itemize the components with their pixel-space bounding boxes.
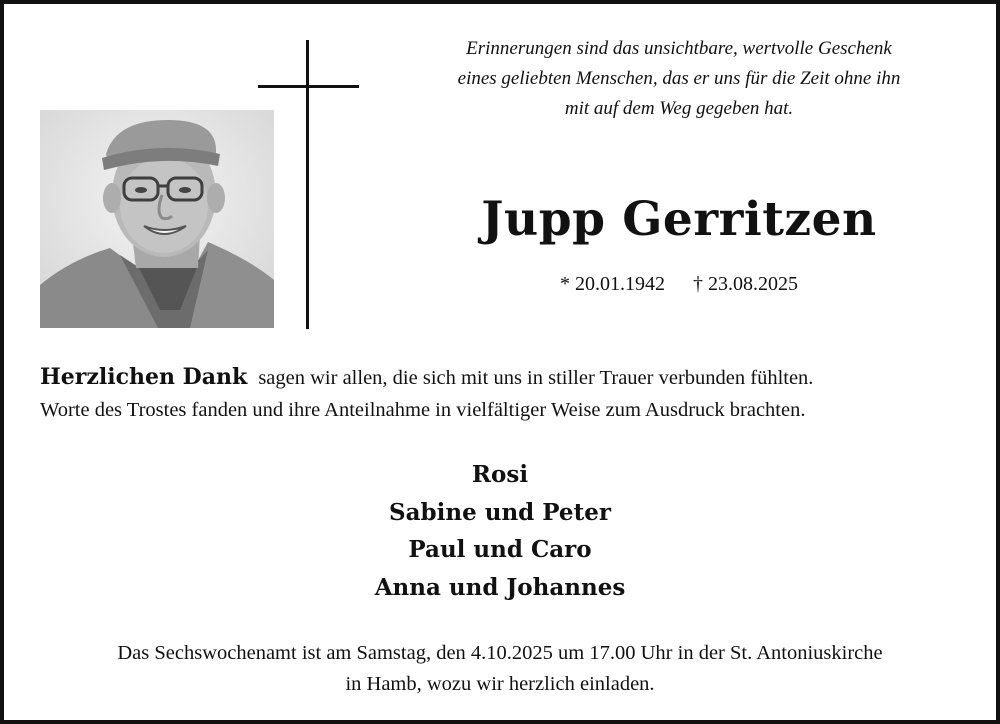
- death-date: † 23.08.2025: [693, 273, 798, 295]
- life-dates: [384, 270, 974, 298]
- memorial-quote: [374, 34, 984, 124]
- thanks-heading: Herzlichen Dank: [40, 364, 248, 390]
- family-name: Rosi: [471, 461, 529, 488]
- footer-line: in Hamb, wozu wir herzlich einladen.: [345, 673, 655, 695]
- service-announcement: [4, 638, 996, 700]
- birth-date: * 20.01.1942: [560, 273, 665, 295]
- quote-line: Erinnerungen sind das unsichtbare, wertvolle Geschenk: [466, 38, 892, 59]
- cross-icon-horizontal: [258, 85, 359, 88]
- family-name: Anna und Johannes: [374, 573, 626, 601]
- thanks-text: [40, 361, 980, 426]
- thanks-line-1: sagen wir allen, die sich mit uns in stiller Trauer verbunden fühlten.: [258, 367, 814, 389]
- quote-line: mit auf dem Weg gegeben hat.: [564, 98, 794, 119]
- portrait-photo: [40, 110, 274, 328]
- family-signatures: [4, 456, 996, 606]
- thanks-line-2: Worte des Trostes fanden und ihre Anteilnahme in vielfältiger Weise zum Ausdruck brachten.: [40, 399, 806, 421]
- quote-line: eines geliebten Menschen, das er uns für die Zeit ohne ihn: [457, 68, 901, 89]
- family-name: Sabine und Peter: [389, 498, 611, 526]
- cross-icon-vertical: [306, 40, 309, 329]
- family-name: Paul und Caro: [408, 536, 592, 563]
- deceased-name: Jupp Gerritzen: [481, 192, 877, 247]
- footer-line: Das Sechswochenamt ist am Samstag, den 4.10.2025 um 17.00 Uhr in der St. Antoniuskirche: [117, 642, 883, 664]
